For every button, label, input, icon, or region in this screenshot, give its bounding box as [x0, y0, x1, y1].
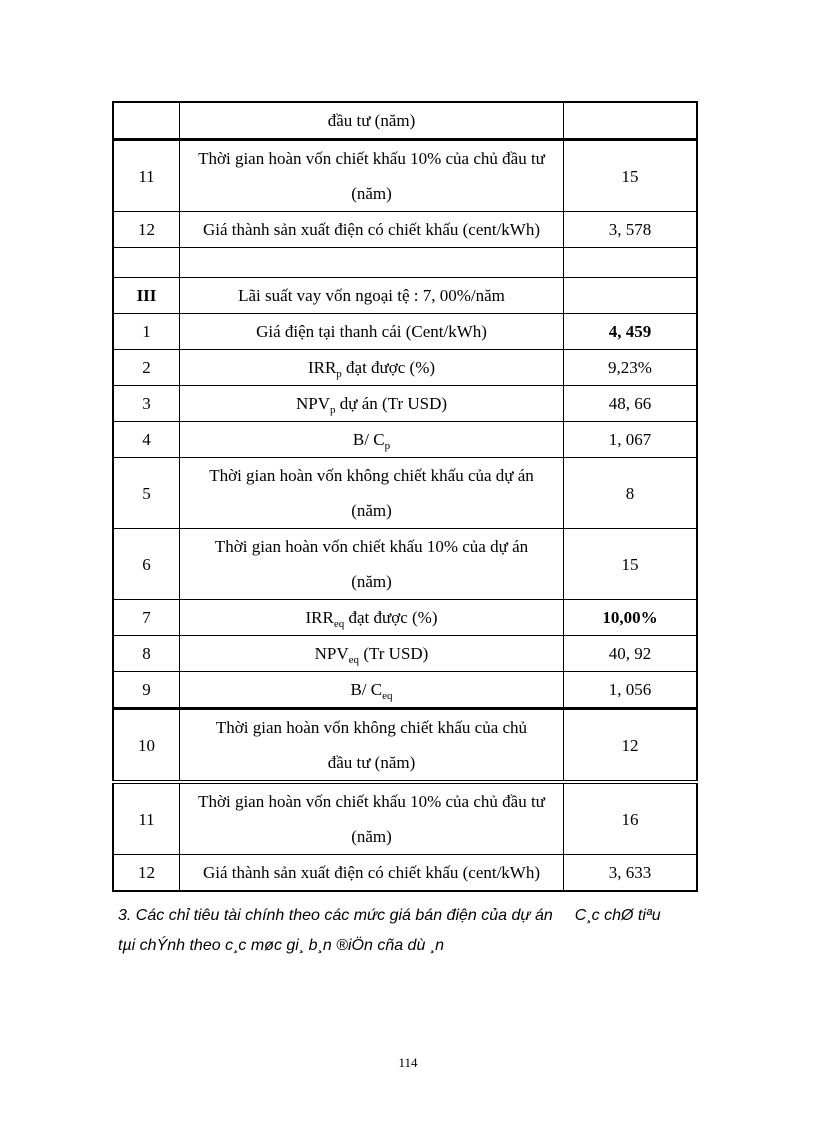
row-description: Thời gian hoàn vốn không chiết khấu của chủ đầu tư (năm): [180, 709, 564, 783]
desc-subscript: eq: [333, 618, 345, 630]
desc-main: NPV: [295, 394, 330, 413]
desc-main: NPV: [314, 644, 349, 663]
row-number: 10: [113, 709, 180, 783]
row-value: 48, 66: [564, 386, 698, 422]
desc-subscript: p: [329, 404, 336, 416]
caption-text: 3. Các chỉ tiêu tài chính theo các mức giá bán điện của dự án: [118, 907, 553, 924]
financial-indicators-table-wrapper: [112, 101, 698, 892]
row-number: 12: [113, 855, 180, 892]
row-description: đầu tư (năm): [180, 102, 564, 140]
row-description: Thời gian hoàn vốn chiết khấu 10% của chủ đầu tư (năm): [180, 140, 564, 212]
row-value: 15: [564, 140, 698, 212]
section-number: III: [113, 278, 180, 314]
row-description: [180, 248, 564, 278]
desc-main: B/ C: [350, 680, 383, 699]
section-header-row: [113, 278, 697, 314]
row-number: 11: [113, 140, 180, 212]
row-number: 5: [113, 458, 180, 529]
row-number: [113, 248, 180, 278]
row-description: [180, 422, 564, 458]
row-value: 15: [564, 529, 698, 600]
caption-garbled-text: C¸c chØ tiªu: [574, 907, 661, 924]
row-value: 8: [564, 458, 698, 529]
row-description: [180, 600, 564, 636]
table-row: [113, 314, 697, 350]
table-row: [113, 600, 697, 636]
desc-rest: đạt được (%): [341, 358, 436, 377]
row-value: 9,23%: [564, 350, 698, 386]
table-row: [113, 458, 697, 529]
row-number: 4: [113, 422, 180, 458]
caption-line-2: tµi chÝnh theo c¸c møc gi¸ b¸n ®iÖn cña dù ¸n: [118, 937, 445, 954]
desc-subscript: eq: [348, 654, 360, 666]
row-value: [564, 278, 698, 314]
desc-main: IRR: [307, 358, 337, 377]
financial-indicators-table: [112, 101, 698, 892]
row-number: 1: [113, 314, 180, 350]
row-description: [180, 636, 564, 672]
row-value: [564, 248, 698, 278]
row-value: 10,00%: [564, 600, 698, 636]
row-number: 12: [113, 212, 180, 248]
table-row-empty: [113, 248, 697, 278]
row-value: 40, 92: [564, 636, 698, 672]
row-number: 11: [113, 782, 180, 855]
row-value: 12: [564, 709, 698, 783]
table-row: [113, 212, 697, 248]
row-description: [180, 350, 564, 386]
row-description: [180, 672, 564, 709]
desc-subscript: p: [336, 368, 342, 380]
row-number: 6: [113, 529, 180, 600]
desc-subscript: p: [384, 440, 391, 452]
caption-line-1: [118, 901, 718, 931]
page-number: 114: [398, 1055, 418, 1070]
row-number: 3: [113, 386, 180, 422]
table-row: [113, 636, 697, 672]
desc-main: IRR: [305, 608, 334, 627]
row-number: 9: [113, 672, 180, 709]
desc-subscript: eq: [382, 690, 393, 702]
row-value: 3, 633: [564, 855, 698, 892]
section-title: Lãi suất vay vốn ngoại tệ : 7, 00%/năm: [180, 278, 564, 314]
table-row: [113, 102, 697, 140]
desc-main: B/ C: [352, 430, 385, 449]
row-value: 3, 578: [564, 212, 698, 248]
table-row: [113, 140, 697, 212]
table-row: [113, 386, 697, 422]
table-row: [113, 422, 697, 458]
row-description: [180, 386, 564, 422]
table-row: [113, 855, 697, 892]
row-description: Giá thành sản xuất điện có chiết khấu (cent/kWh): [180, 855, 564, 892]
row-number: [113, 102, 180, 140]
row-description: Giá thành sản xuất điện có chiết khấu (cent/kWh): [180, 212, 564, 248]
row-value: 16: [564, 782, 698, 855]
row-number: 2: [113, 350, 180, 386]
table-row: [113, 350, 697, 386]
desc-rest: (Tr USD): [359, 644, 429, 663]
row-number: 8: [113, 636, 180, 672]
table-row: [113, 782, 697, 855]
row-description: Thời gian hoàn vốn không chiết khấu của dự án (năm): [180, 458, 564, 529]
desc-rest: dự án (Tr USD): [335, 394, 448, 413]
table-row: [113, 709, 697, 783]
row-description: Giá điện tại thanh cái (Cent/kWh): [180, 314, 564, 350]
desc-rest: đạt được (%): [344, 608, 438, 627]
row-value: [564, 102, 698, 140]
table-row: [113, 529, 697, 600]
row-description: Thời gian hoàn vốn chiết khấu 10% của chủ đầu tư (năm): [180, 782, 564, 855]
row-value: 4, 459: [564, 314, 698, 350]
row-description: Thời gian hoàn vốn chiết khấu 10% của dự án (năm): [180, 529, 564, 600]
section-caption: [118, 901, 718, 961]
row-value: 1, 056: [564, 672, 698, 709]
row-number: 7: [113, 600, 180, 636]
table-row: [113, 672, 697, 709]
row-value: 1, 067: [564, 422, 698, 458]
